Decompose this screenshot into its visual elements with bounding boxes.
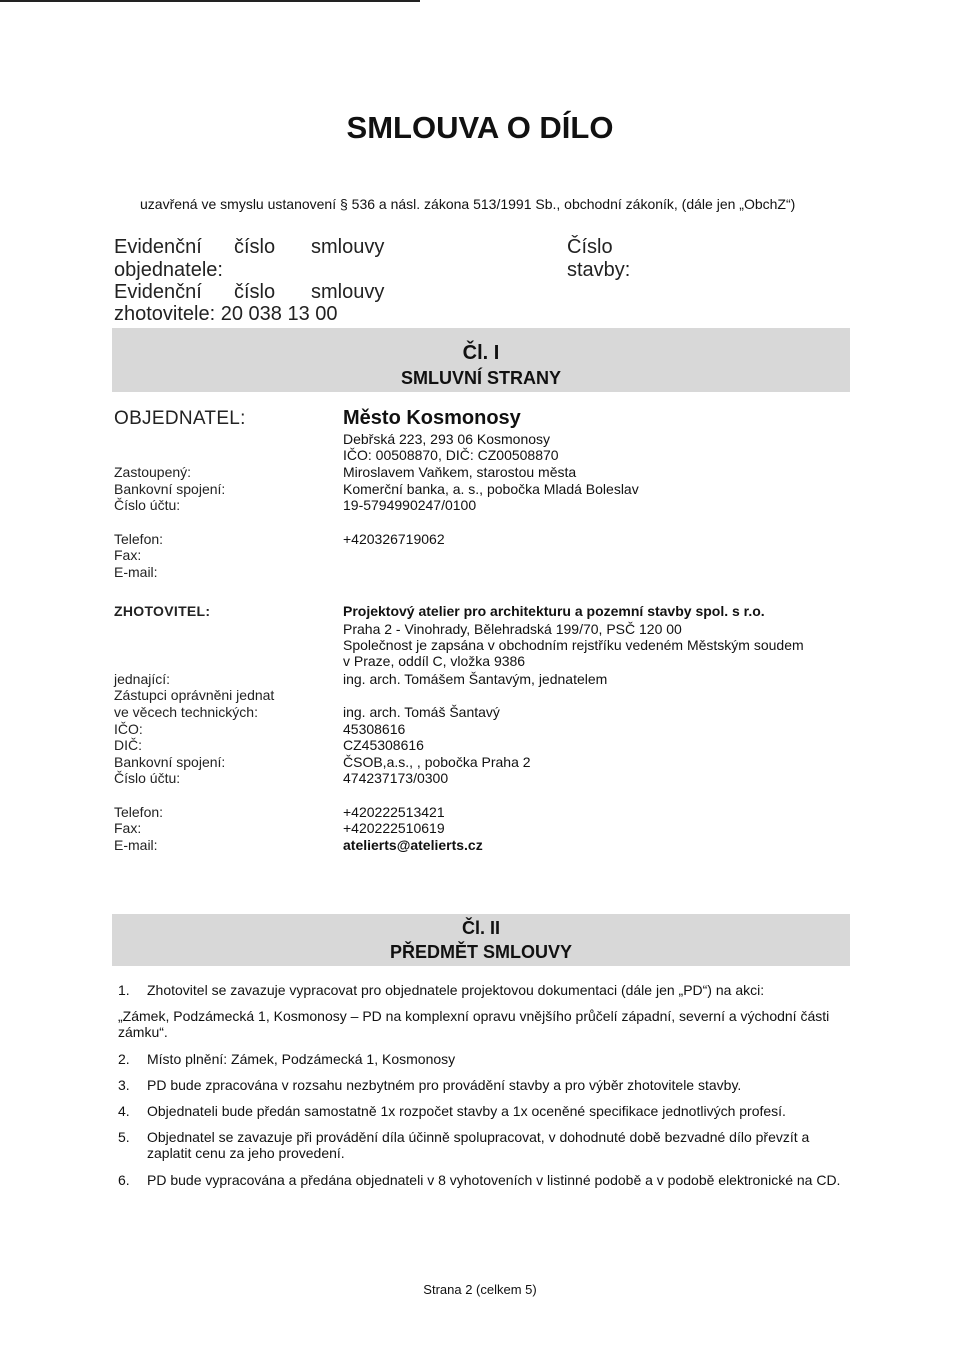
contractor-phone-value: +420222513421 bbox=[343, 804, 445, 820]
item-number: 5. bbox=[118, 1129, 130, 1145]
contractor-email-link[interactable]: atelierts@atelierts.cz bbox=[343, 837, 483, 853]
contractor-acting-label: jednající: bbox=[114, 671, 171, 687]
client-heading: OBJEDNATEL: bbox=[114, 408, 246, 429]
client-ids: IČO: 00508870, DIČ: CZ00508870 bbox=[343, 447, 559, 463]
document-title: SMLOUVA O DÍLO bbox=[346, 110, 614, 145]
client-phone-label: Telefon: bbox=[114, 531, 164, 547]
contractor-address: Praha 2 - Vinohrady, Bělehradská 199/70, PSČ 120 00 bbox=[343, 621, 682, 637]
client-address: Debřská 223, 293 06 Kosmonosy bbox=[343, 431, 551, 447]
section-2-heading: PŘEDMĚT SMLOUVY bbox=[389, 942, 572, 962]
client-evidence-label: objednatele: bbox=[114, 259, 223, 281]
contractor-acting-value: ing. arch. Tomášem Šantavým, jednatelem bbox=[343, 671, 608, 687]
section-1-number: Čl. I bbox=[462, 342, 500, 364]
contractor-ico-label: IČO: bbox=[114, 721, 143, 737]
item-number: 3. bbox=[118, 1077, 130, 1093]
item-text: Objednatel se zavazuje při provádění díla účinně spolupracovat, v dohodnuté době bezvadné dílo převzít a zaplatit cenu za jeho provedení. bbox=[147, 1129, 810, 1161]
contractor-ico-value: 45308616 bbox=[343, 721, 406, 737]
item-number: 4. bbox=[118, 1103, 130, 1119]
contractor-fax-label: Fax: bbox=[114, 820, 142, 836]
client-phone-value: +420326719062 bbox=[343, 531, 445, 547]
client-bank-value: Komerční banka, a. s., pobočka Mladá Boleslav bbox=[343, 481, 639, 497]
client-account-value: 19-5794990247/0100 bbox=[343, 497, 477, 513]
contractor-fax-value: +420222510619 bbox=[343, 820, 445, 836]
item-text: Místo plnění: Zámek, Podzámecká 1, Kosmonosy bbox=[147, 1051, 456, 1067]
item-number: 1. bbox=[118, 982, 130, 998]
client-represented-value: Miroslavem Vaňkem, starostou města bbox=[343, 464, 577, 480]
contractor-tech-label-line2: ve věcech technických: bbox=[114, 704, 258, 720]
top-rule bbox=[0, 0, 420, 2]
building-number-word: Číslo bbox=[567, 236, 613, 258]
contractor-registry-line2: v Praze, oddíl C, vložka 9386 bbox=[343, 653, 526, 669]
client-email-label: E-mail: bbox=[114, 564, 158, 580]
page-footer: Strana 2 (celkem 5) bbox=[423, 1282, 537, 1297]
item-text: PD bude vypracována a předána objednateli v 8 vyhotoveních v listinné podobě a v podobě elektronické na CD. bbox=[147, 1172, 841, 1188]
item-number: 2. bbox=[118, 1051, 130, 1067]
item-text: Objednateli bude předán samostatně 1x rozpočet stavby a 1x oceněné specifikace jednotlivých profesí. bbox=[147, 1103, 786, 1119]
contractor-registry-line1: Společnost je zapsána v obchodním rejstříku vedeném Městským soudem bbox=[343, 637, 804, 653]
intro-text: uzavřená ve smyslu ustanovení § 536 a násl. zákona 513/1991 Sb., obchodní zákoník, (dále jen „ObchZ“) bbox=[140, 196, 796, 212]
contractor-email-label: E-mail: bbox=[114, 837, 158, 853]
client-evidence-word3: smlouvy bbox=[311, 236, 385, 258]
item-number: 6. bbox=[118, 1172, 130, 1188]
client-name: Město Kosmonosy bbox=[343, 407, 521, 429]
client-evidence-word1: Evidenční bbox=[114, 236, 202, 258]
client-account-label: Číslo účtu: bbox=[114, 497, 181, 513]
contractor-dic-value: CZ45308616 bbox=[343, 737, 424, 753]
section-2-band bbox=[112, 914, 850, 966]
client-bank-label: Bankovní spojení: bbox=[114, 481, 226, 497]
contractor-tech-label-line1: Zástupci oprávněni jednat bbox=[114, 687, 275, 703]
contractor-evidence-word2: číslo bbox=[234, 281, 276, 303]
contractor-tech-value: ing. arch. Tomáš Šantavý bbox=[343, 704, 500, 720]
item-text: PD bude zpracována v rozsahu nezbytném pro provádění stavby a pro výběr zhotovitele stavby. bbox=[147, 1077, 742, 1093]
contractor-evidence-word1: Evidenční bbox=[114, 281, 202, 303]
client-evidence-word2: číslo bbox=[234, 236, 276, 258]
contractor-name: Projektový atelier pro architekturu a pozemní stavby spol. s r.o. bbox=[343, 603, 765, 619]
contractor-evidence-word3: smlouvy bbox=[311, 281, 385, 303]
contractor-bank-label: Bankovní spojení: bbox=[114, 754, 226, 770]
building-number-label: stavby: bbox=[567, 259, 631, 281]
contractor-evidence-number: zhotovitele: 20 038 13 00 bbox=[114, 303, 338, 325]
section-1-heading: SMLUVNÍ STRANY bbox=[400, 368, 561, 388]
contractor-account-label: Číslo účtu: bbox=[114, 770, 181, 786]
client-fax-label: Fax: bbox=[114, 547, 142, 563]
contractor-phone-label: Telefon: bbox=[114, 804, 164, 820]
contractor-heading: ZHOTOVITEL: bbox=[114, 603, 211, 619]
item-text: Zhotovitel se zavazuje vypracovat pro objednatele projektovou dokumentaci (dále jen „PD“) na akci: bbox=[147, 982, 765, 998]
client-represented-label: Zastoupený: bbox=[114, 464, 192, 480]
project-name-text: „Zámek, Podzámecká 1, Kosmonosy – PD na komplexní opravu vnějšího průčelí západní, severní a východní části zámku“. bbox=[118, 1008, 830, 1040]
contractor-bank-value: ČSOB,a.s., , pobočka Praha 2 bbox=[343, 754, 531, 770]
section-2-number: Čl. II bbox=[461, 918, 500, 938]
section-1-band bbox=[112, 328, 850, 392]
contractor-dic-label: DIČ: bbox=[114, 737, 142, 753]
contractor-account-value: 474237173/0300 bbox=[343, 770, 449, 786]
